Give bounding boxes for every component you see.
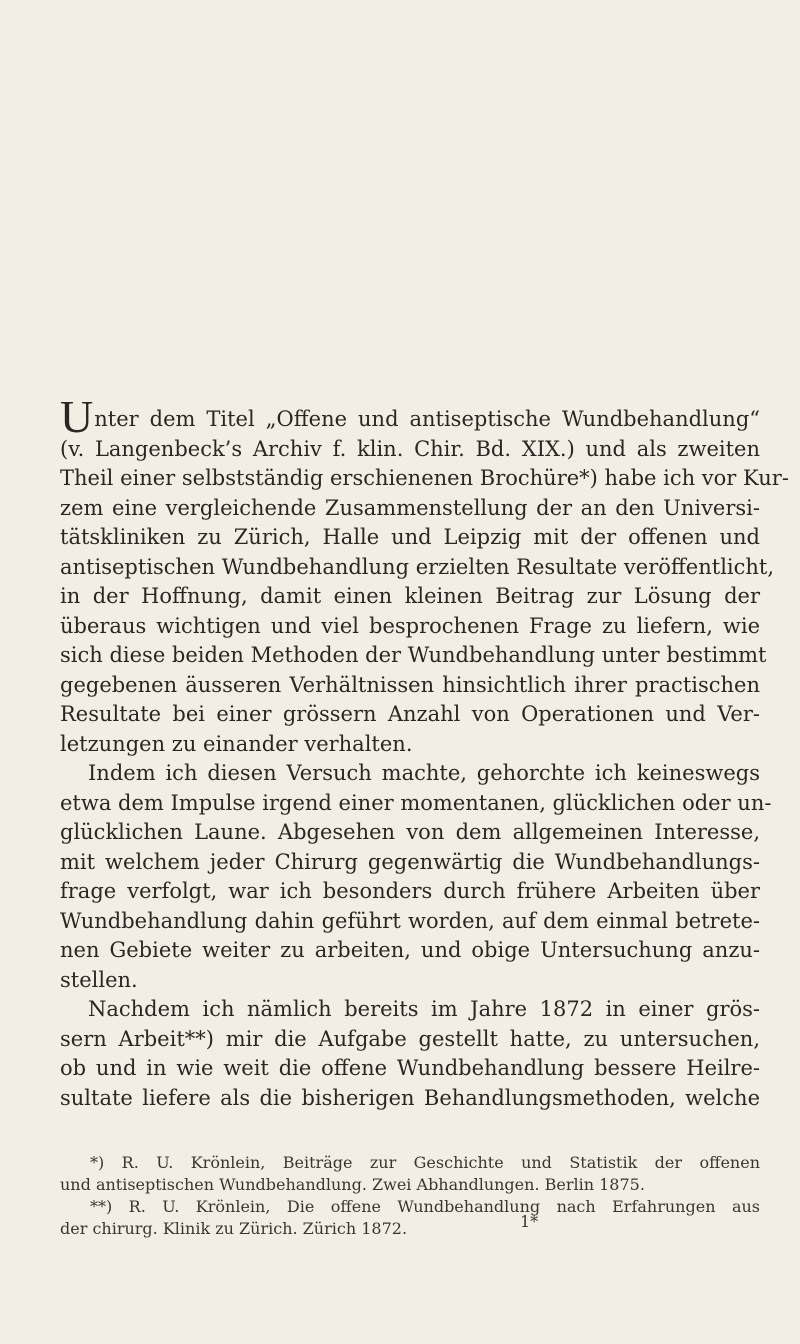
footnote-line: **) R. U. Krönlein, Die offene Wundbehandlung nach Erfahrungen aus <box>90 1197 760 1216</box>
footnote-line: der chirurg. Klinik zu Zürich. Zürich 1872. <box>60 1219 408 1238</box>
page-body <box>60 391 789 1113</box>
text-line: sich diese beiden Methoden der Wundbehandlung unter bestimmt <box>60 643 767 667</box>
text-line: glücklichen Laune. Abgesehen von dem allgemeinen Interesse, <box>60 820 760 844</box>
text-line: Resultate bei einer grössern Anzahl von Operationen und Ver- <box>60 702 760 726</box>
text-line: Nachdem ich nämlich bereits im Jahre 1872 in einer grös- <box>88 997 760 1021</box>
paragraph-2 <box>60 759 772 995</box>
text-line: tätskliniken zu Zürich, Halle und Leipzig mit der offenen und <box>60 525 760 549</box>
text-line: etwa dem Impulse irgend einer momentanen, glücklichen oder un- <box>60 790 772 815</box>
text-line: zem eine vergleichende Zusammenstellung der an den Universi- <box>60 495 760 520</box>
signature-mark: 1* <box>520 1212 539 1231</box>
footnotes <box>60 1152 760 1240</box>
text-line: Theil einer selbstständig erschienenen Brochüre*) habe ich vor Kur- <box>60 466 789 490</box>
text-line: mit welchem jeder Chirurg gegenwärtig die Wundbehandlungs- <box>60 849 760 874</box>
text-line: (v. Langenbeck’s Archiv f. klin. Chir. Bd. XIX.) und als zweiten <box>60 436 760 461</box>
text-line: ob und in wie weit die offene Wundbehandlung bessere Heilre- <box>60 1056 760 1080</box>
text-line: antiseptischen Wundbehandlung erzielten Resultate veröffentlicht, <box>60 554 775 579</box>
footnote-line: *) R. U. Krönlein, Beiträge zur Geschichte und Statistik der offenen <box>90 1153 760 1172</box>
text-line: gegebenen äusseren Verhältnissen hinsichtlich ihrer practischen <box>60 672 760 697</box>
text-line: sultate liefere als die bisherigen Behandlungsmethoden, welche <box>60 1085 760 1110</box>
text-line: Wundbehandlung dahin geführt worden, auf dem einmal betrete- <box>60 908 760 933</box>
text-line: sern Arbeit**) mir die Aufgabe gestellt hatte, zu untersuchen, <box>60 1026 760 1051</box>
text-line <box>60 391 760 442</box>
text-line: überaus wichtigen und viel besprochenen Frage zu liefern, wie <box>60 613 760 638</box>
text-line: letzungen zu einander verhalten. <box>60 731 413 756</box>
text-line: nen Gebiete weiter zu arbeiten, und obige Untersuchung anzu- <box>60 938 760 962</box>
paragraph-1 <box>60 391 789 759</box>
footnote-line: und antiseptischen Wundbehandlung. Zwei Abhandlungen. Berlin 1875. <box>60 1175 645 1194</box>
paragraph-3 <box>60 995 760 1113</box>
text-line: Indem ich diesen Versuch machte, gehorchte ich keineswegs <box>88 761 760 785</box>
drop-cap: U <box>60 391 94 442</box>
text-line: in der Hoffnung, damit einen kleinen Beitrag zur Lösung der <box>60 584 760 608</box>
line-text: nter dem Titel „Offene und antiseptische Wundbehandlung“ <box>94 407 760 431</box>
text-line: stellen. <box>60 967 138 992</box>
text-line: frage verfolgt, war ich besonders durch frühere Arbeiten über <box>60 879 760 903</box>
